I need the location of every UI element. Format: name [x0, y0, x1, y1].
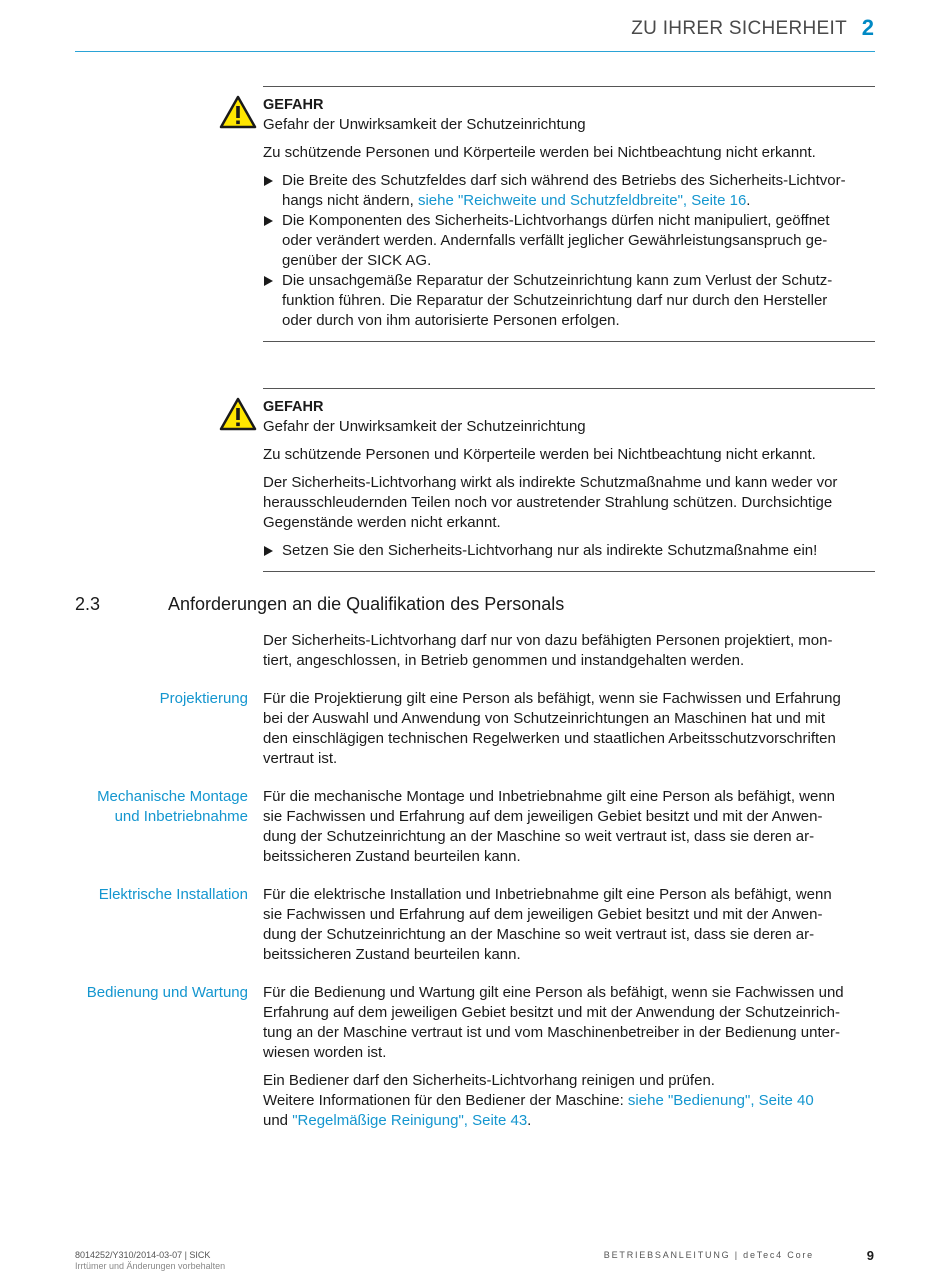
list-item: Die unsachgemäße Reparatur der Schutzeinrichtung kann zum Verlust der Schutz- funktion führen. Die Reparatur der Schutzeinrichtung darf nur durch den Hersteller oder durch von ihm autorisierte Personen erfolgen.: [263, 271, 875, 331]
side-heading-projektierung: Projektierung: [159, 690, 248, 707]
link-bedienung[interactable]: siehe "Bedienung", Seite 40: [627, 1092, 814, 1109]
warning-intro: Zu schützende Personen und Körperteile werden bei Nichtbeachtung nicht erkannt.: [263, 446, 816, 463]
link-reinigung[interactable]: "Regelmäßige Reinigung", Seite 43: [292, 1112, 528, 1129]
running-header-title: ZU IHRER SICHERHEIT: [631, 18, 847, 39]
footer-doc-id: 8014252/Y310/2014-03-07 | SICK: [75, 1250, 211, 1260]
section-intro: Der Sicherheits-Lichtvorhang darf nur von dazu befähigten Personen projektiert, mon- tiert, angeschlossen, in Betrieb genommen und instandgehalten werden.: [263, 632, 833, 669]
warning-subtitle: Gefahr der Unwirksamkeit der Schutzeinrichtung: [263, 116, 586, 133]
warning-bullet-list: [263, 541, 875, 561]
warning-triangle-icon: [219, 397, 257, 431]
paragraph-projektierung: Für die Projektierung gilt eine Person als befähigt, wenn sie Fachwissen und Erfahrung bei der Auswahl und Anwendung von Schutzeinrichtungen an Maschinen hat und mit den einschlägigen technischen Regelwerken und staatlichen Arbeitsschutzvorschriften vertraut ist.: [263, 690, 841, 767]
warning-subtitle: Gefahr der Unwirksamkeit der Schutzeinrichtung: [263, 418, 586, 435]
paragraph-bedienung-extra: Ein Bediener darf den Sicherheits-Lichtvorhang reinigen und prüfen. Weitere Informationen für den Bediener der Maschine: siehe "Bedienung", Seite 40 und "Regelmäßige Reinigung", Seite 43.: [263, 1072, 814, 1129]
section-title: Anforderungen an die Qualifikation des Personals: [168, 594, 565, 614]
side-heading-elektrik: Elektrische Installation: [98, 886, 248, 903]
warning-bullet-list: [263, 171, 875, 331]
footer-disclaimer: Irrtümer und Änderungen vorbehalten: [75, 1261, 226, 1271]
warning-body: Der Sicherheits-Lichtvorhang wirkt als indirekte Schutzmaßnahme und kann weder vor herausschleudernden Teilen noch vor austretender Strahlung schützen. Durchsichtige Gegenstände werden nicht erkannt.: [263, 474, 838, 531]
warning-label: GEFAHR: [263, 399, 324, 415]
section-number: 2.3: [75, 594, 101, 614]
link-reichweite[interactable]: siehe "Reichweite und Schutzfeldbreite", Seite 16: [417, 192, 747, 209]
warning-box-1: [263, 86, 875, 342]
header-rule: [75, 51, 875, 52]
paragraph-montage: Für die mechanische Montage und Inbetriebnahme gilt eine Person als befähigt, wenn sie Fachwissen und Erfahrung auf dem jeweiligen Gebiet besitzt und mit der Anwen- dung der Schutzeinrichtung an der Maschine so weit vertraut ist, dass sie deren ar- beitssicheren Zustand beurteilen kann.: [263, 788, 836, 865]
paragraph-bedienung: Für die Bedienung und Wartung gilt eine Person als befähigt, wenn sie Fachwissen und Erfahrung auf dem jeweiligen Gebiet besitzt und mit der Anwendung der Schutzeinrich- tung an der Maschine vertraut ist und vom Maschinenbetreiber in der Bedienung unter- wiesen worden ist.: [263, 984, 844, 1061]
footer-manual-title: BETRIEBSANLEITUNG | deTec4 Core: [603, 1250, 814, 1260]
side-heading-bedienung: Bedienung und Wartung: [86, 984, 248, 1001]
warning-box-2: [263, 388, 875, 572]
warning-triangle-icon: [219, 95, 257, 129]
warning-intro: Zu schützende Personen und Körperteile werden bei Nichtbeachtung nicht erkannt.: [263, 144, 816, 161]
list-item: Die Breite des Schutzfeldes darf sich während des Betriebs des Sicherheits-Lichtvor- hangs nicht ändern, siehe "Reichweite und Schutzfeldbreite", Seite 16.: [263, 171, 875, 211]
side-heading-montage: Mechanische Montage und Inbetriebnahme: [97, 788, 248, 825]
warning-label: GEFAHR: [263, 97, 324, 113]
list-item: Die Komponenten des Sicherheits-Lichtvorhangs dürfen nicht manipuliert, geöffnet oder verändert werden. Andernfalls verfällt jeglicher Gewährleistungsanspruch ge- genüber der SICK AG.: [263, 211, 875, 271]
chapter-number: 2: [861, 15, 874, 40]
paragraph-elektrik: Für die elektrische Installation und Inbetriebnahme gilt eine Person als befähigt, wenn sie Fachwissen und Erfahrung auf dem jeweiligen Gebiet besitzt und mit der Anwen- dung der Schutzeinrichtung an der Maschine so weit vertraut ist, dass sie deren ar- beitssicheren Zustand beurteilen kann.: [263, 886, 832, 963]
list-item: Setzen Sie den Sicherheits-Lichtvorhang nur als indirekte Schutzmaßnahme ein!: [263, 541, 875, 561]
page-number: 9: [866, 1248, 874, 1263]
